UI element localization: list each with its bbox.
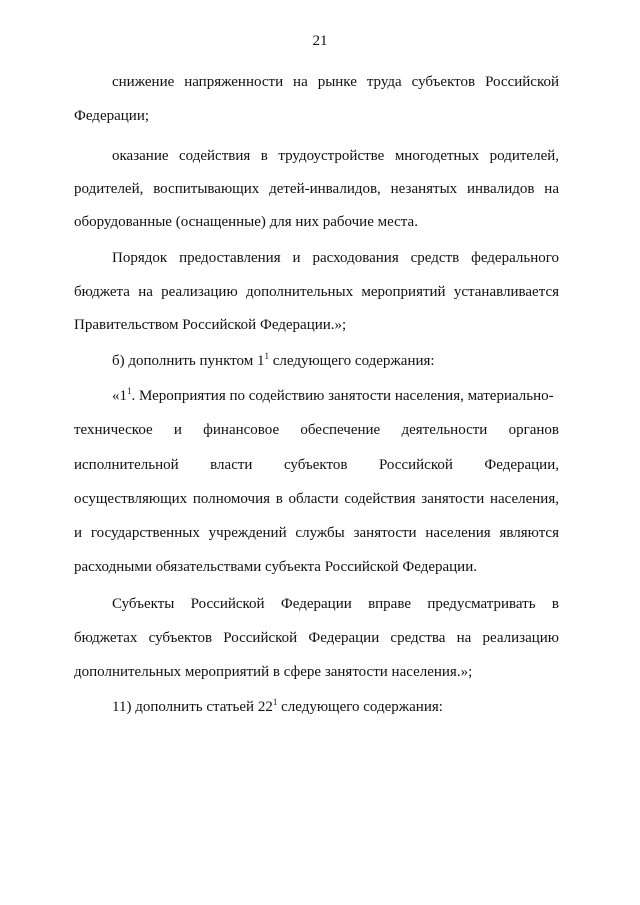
text-line: оборудованные (оснащенные) для них рабочие места. — [74, 214, 418, 230]
item-b-line — [112, 351, 559, 371]
superscript: 1 — [272, 697, 278, 707]
text-line: и государственных учреждений службы занятости населения являются — [74, 525, 559, 541]
point-1-1-text: «1 — [112, 388, 127, 404]
superscript: 1 — [127, 386, 132, 396]
page-number: 21 — [312, 33, 328, 49]
item-11-text: 11) дополнить статьей 22 — [112, 699, 273, 715]
text-line: снижение напряженности на рынке труда субъектов Российской — [112, 74, 559, 90]
text-line: Федерации; — [74, 108, 150, 124]
text-line: Субъекты Российской Федерации вправе предусматривать в — [112, 596, 559, 612]
item-11-line — [112, 697, 559, 717]
point-1-1-line — [112, 386, 559, 406]
text-line: бюджетах субъектов Российской Федерации средства на реализацию — [74, 630, 559, 646]
item-b-text-end: следующего содержания: — [268, 353, 435, 369]
text-line: оказание содействия в трудоустройстве многодетных родителей, — [112, 148, 559, 164]
text-line: расходными обязательствами субъекта Российской Федерации. — [74, 559, 477, 575]
text-line: родителей, воспитывающих детей-инвалидов, незанятых инвалидов на — [74, 181, 559, 197]
text-line: техническое и финансовое обеспечение деятельности органов — [74, 422, 559, 438]
superscript: 1 — [264, 351, 269, 361]
text-line: осуществляющих полномочия в области содействия занятости населения, — [74, 491, 559, 507]
point-1-1-text-end: . Мероприятия по содействию занятости населения, материально- — [131, 388, 554, 404]
item-11-text-end: следующего содержания: — [277, 699, 443, 715]
text-line: бюджета на реализацию дополнительных мероприятий устанавливается — [74, 284, 559, 300]
text-line: Правительством Российской Федерации.»; — [74, 317, 347, 333]
text-line: Порядок предоставления и расходования средств федерального — [112, 250, 559, 266]
item-b-text: б) дополнить пунктом 1 — [112, 353, 265, 369]
text-line: дополнительных мероприятий в сфере занятости населения.»; — [74, 664, 473, 680]
text-line: исполнительной власти субъектов Российской Федерации, — [74, 457, 559, 473]
